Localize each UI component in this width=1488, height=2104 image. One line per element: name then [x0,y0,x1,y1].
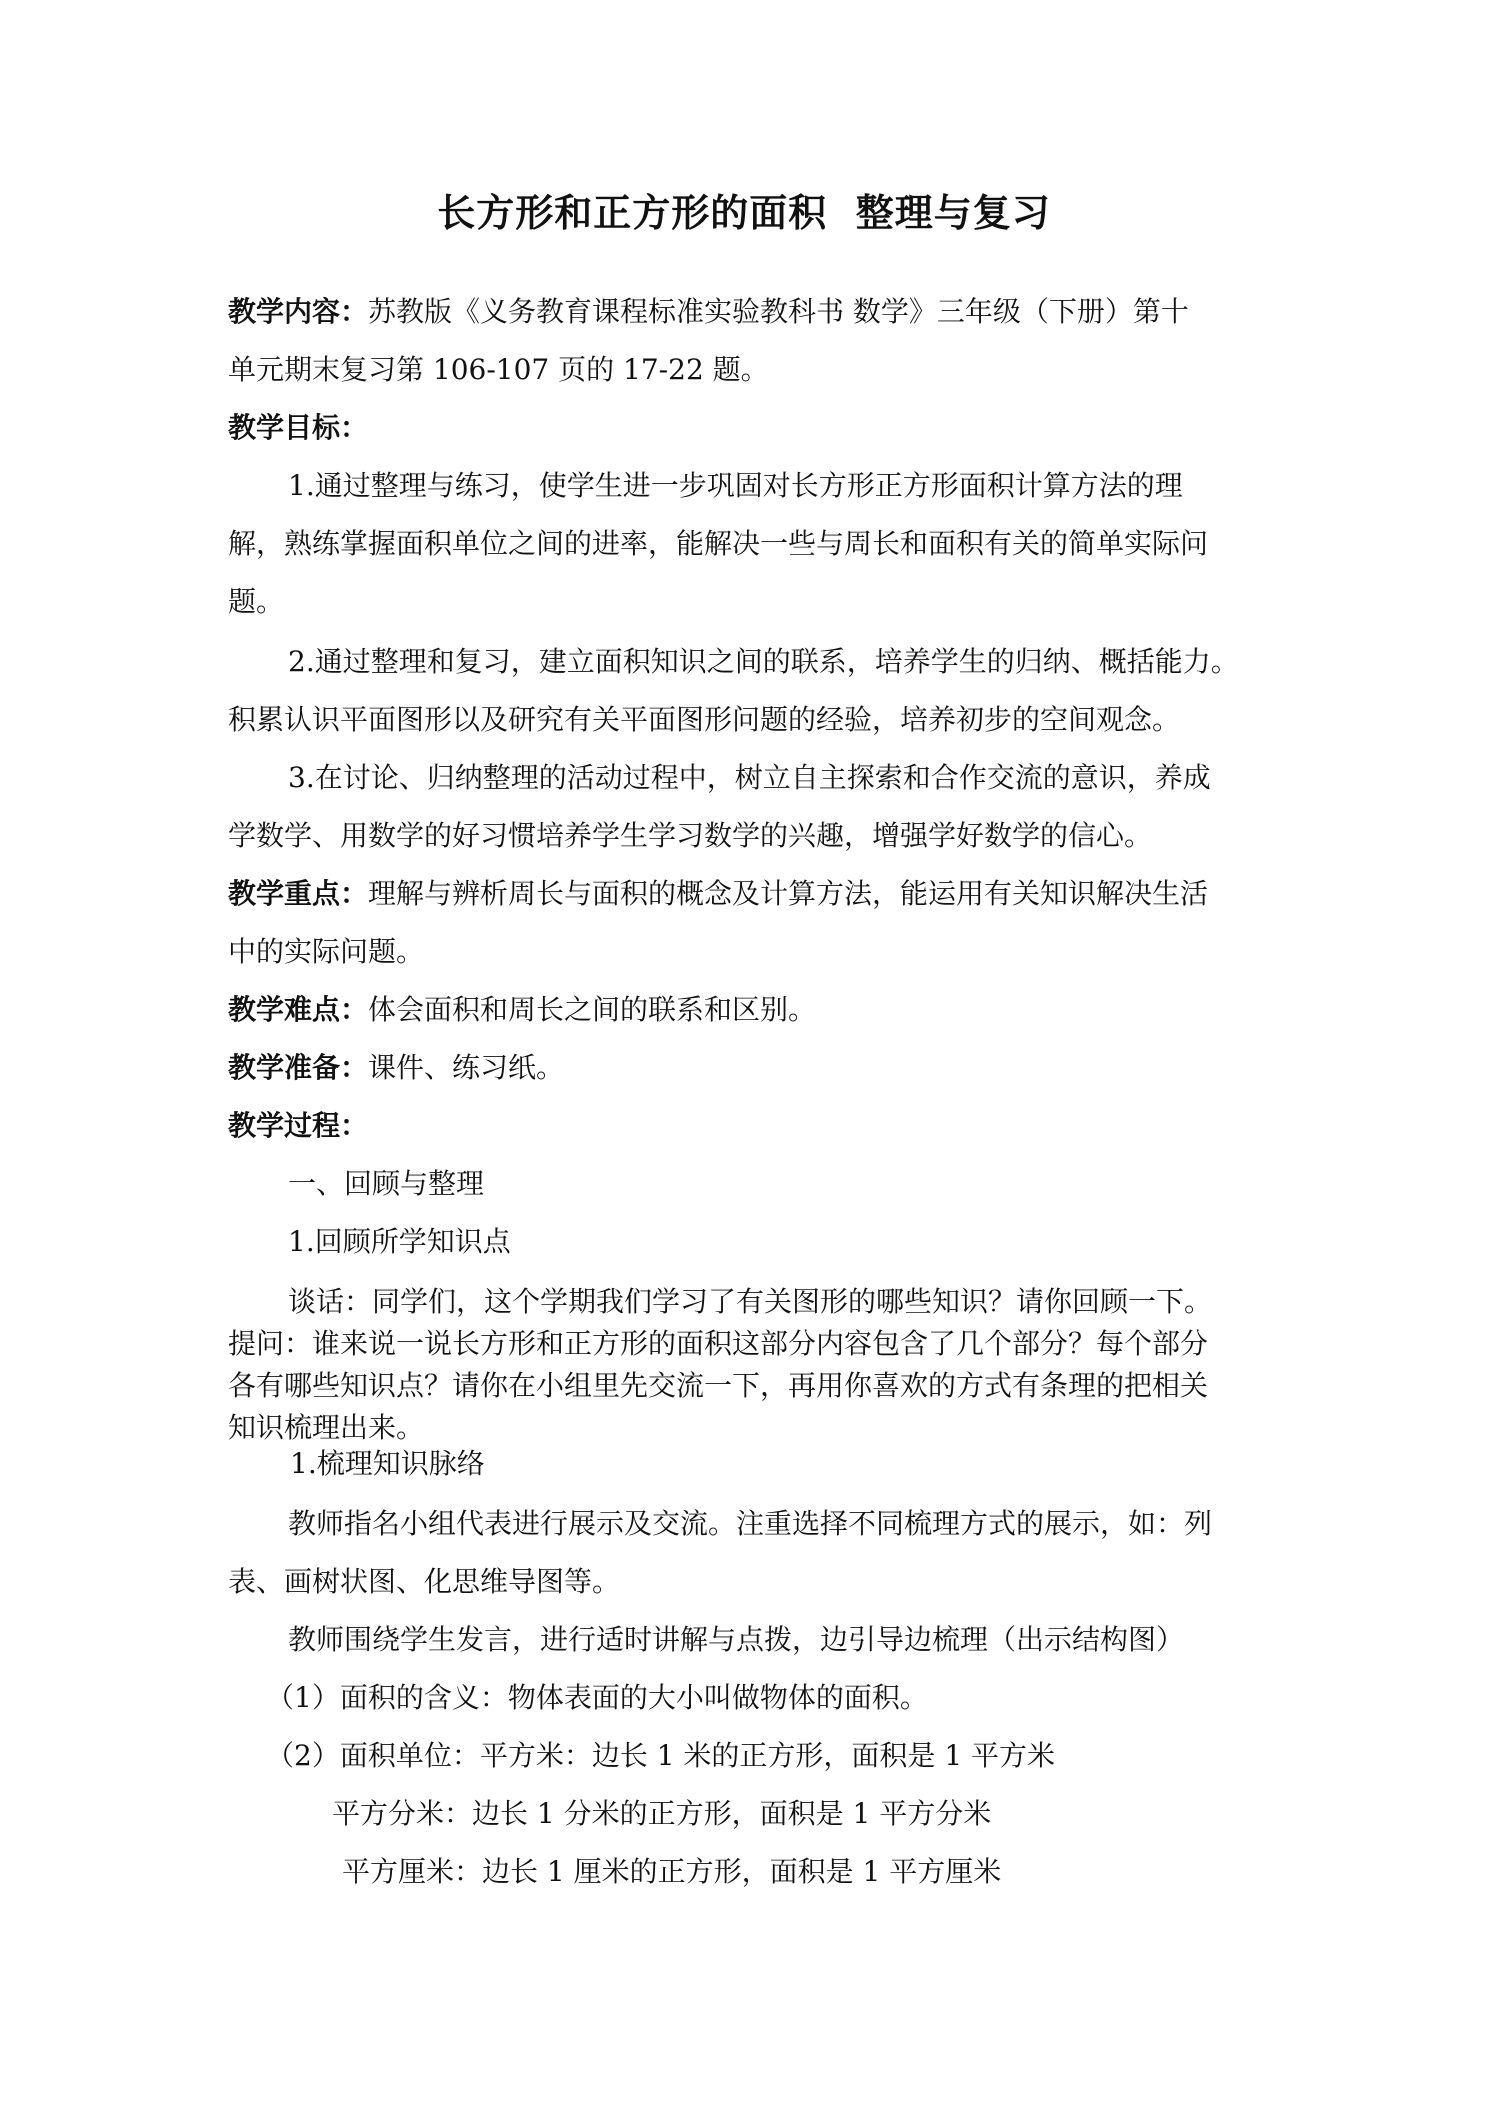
talk-line-2: 提问：谁来说一说长方形和正方形的面积这部分内容包含了几个部分？每个部分 [228,1327,1209,1360]
item-2-square-decimeter: 平方分米：边长 1 分米的正方形，面积是 1 平方分米 [332,1797,992,1830]
key-point-line-2: 中的实际问题。 [228,935,425,968]
item-1-definition: （1）面积的含义：物体表面的大小叫做物体的面积。 [266,1681,928,1714]
preparation-label: 教学准备： [228,1051,369,1084]
talk-line-3: 各有哪些知识点？请你在小组里先交流一下，再用你喜欢的方式有条理的把相关 [228,1369,1209,1402]
key-point-text: 理解与辨析周长与面积的概念及计算方法，能运用有关知识解决生活 [368,877,1209,910]
item-2-square-centimeter: 平方厘米：边长 1 厘米的正方形，面积是 1 平方厘米 [342,1855,1002,1888]
page-title: 长方形和正方形的面积 整理与复习 [437,191,1051,235]
process-label: 教学过程： [228,1109,369,1142]
teaching-content-line-2: 单元期末复习第 106-107 页的 17-22 题。 [228,353,769,386]
difficulty-text: 体会面积和周长之间的联系和区别。 [368,993,817,1026]
preparation-line [228,1048,564,1088]
talk-line-1: 谈话：同学们，这个学期我们学习了有关图形的哪些知识？请你回顾一下。 [288,1285,1213,1318]
goal-1-line-1: 1.通过整理与练习，使学生进一步巩固对长方形正方形面积计算方法的理 [288,469,1183,502]
goal-1-line-2: 解，熟练掌握面积单位之间的进率，能解决一些与周长和面积有关的简单实际问 [228,527,1209,560]
goal-3-line-1: 3.在讨论、归纳整理的活动过程中，树立自主探索和合作交流的意识，养成 [288,761,1211,794]
teaching-content-text: 苏教版《义务教育课程标准实验教科书 数学》三年级（下册）第十 [368,295,1189,328]
step-2-heading: 1.梳理知识脉络 [290,1447,485,1480]
goal-1-line-3: 题。 [228,585,285,618]
difficulty-line [228,990,816,1030]
key-point-line [228,874,1208,914]
step-1-heading: 1.回顾所学知识点 [288,1225,511,1258]
teacher-1-line-2: 表、画树状图、化思维导图等。 [228,1565,621,1598]
teaching-content-line [228,292,1189,332]
item-2-units: （2）面积单位：平方米：边长 1 米的正方形，面积是 1 平方米 [266,1739,1056,1772]
key-point-label: 教学重点： [228,877,369,910]
teacher-2-line: 教师围绕学生发言，进行适时讲解与点拨，边引导边梳理（出示结构图） [288,1623,1185,1656]
teacher-1-line-1: 教师指名小组代表进行展示及交流。注重选择不同梳理方式的展示，如：列 [288,1507,1213,1540]
section-1-heading: 一、回顾与整理 [288,1167,485,1200]
difficulty-label: 教学难点： [228,993,369,1026]
goal-2-line-2: 积累认识平面图形以及研究有关平面图形问题的经验，培养初步的空间观念。 [228,703,1181,736]
talk-line-4: 知识梳理出来。 [228,1411,425,1444]
teaching-goals-label: 教学目标： [228,411,369,444]
teaching-content-label: 教学内容： [228,295,369,328]
preparation-text: 课件、练习纸。 [368,1051,565,1084]
goal-2-line-1: 2.通过整理和复习，建立面积知识之间的联系，培养学生的归纳、概括能力。 [288,645,1239,678]
goal-3-line-2: 学数学、用数学的好习惯培养学生学习数学的兴趣，增强学好数学的信心。 [228,819,1153,852]
